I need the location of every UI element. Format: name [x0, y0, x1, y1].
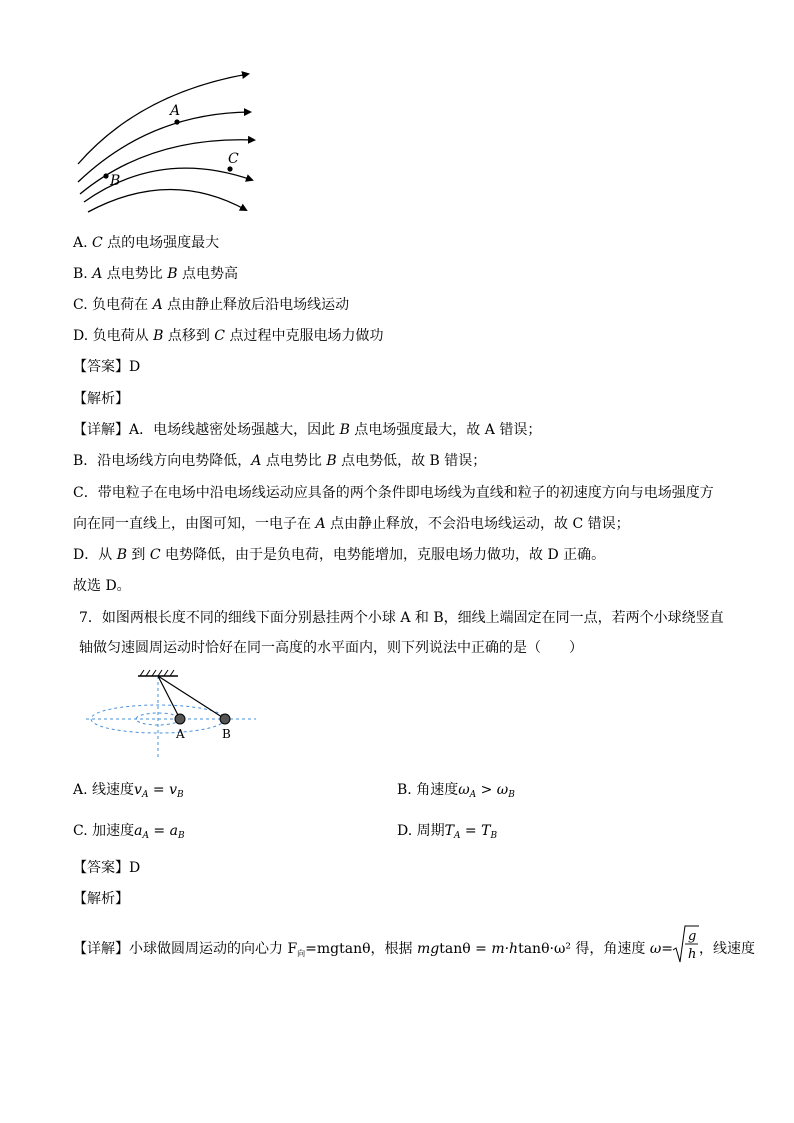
fraction-denominator: h [688, 947, 697, 962]
q7-option-c[interactable]: C. 加速度$a_A = a_B$ [73, 823, 185, 841]
sqrt-g-over-h [673, 924, 699, 964]
q7-option-a[interactable]: A. 线速度$v_A = v_B$ [73, 782, 184, 800]
ball-a-label: A [176, 727, 185, 741]
point-c-dot [227, 166, 232, 171]
ceiling-hatch [140, 670, 174, 676]
q7-option-b[interactable]: B. 角速度$\omega_A > \omega_B$ [397, 782, 515, 800]
ball-a [175, 714, 185, 724]
q6-detail-c-line2: 向在同一直线上，由图可知，一电子在 A 点由静止释放，不会沿电场线运动，故 C 错误； [73, 516, 630, 532]
point-b-label: B [110, 173, 121, 189]
field-line-2 [78, 112, 250, 182]
q6-detail-c-line1: C．带电粒子在电场中沿电场线运动应具备的两个条件即电场线为直线和粒子的初速度方向与电场强度方 [73, 485, 714, 501]
q7-analysis-heading: 【解析】 [73, 891, 129, 907]
q6-option-d[interactable]: D. 负电荷从 B 点移到 C 点过程中克服电场力做功 [73, 328, 384, 344]
sqrt-sign [673, 924, 699, 964]
q7-stem-line2: 轴做匀速圆周运动时恰好在同一高度的水平面内，则下列说法中正确的是（ ） [79, 640, 583, 656]
point-a-dot [174, 119, 179, 124]
ball-b-label: B [222, 727, 231, 741]
string-b [158, 676, 225, 719]
q6-option-b[interactable]: B. A 点电势比 B 点电势高 [73, 266, 238, 282]
fraction-numerator: g [688, 929, 697, 944]
q6-option-a[interactable]: A. C 点的电场强度最大 [73, 235, 220, 251]
q7-option-d[interactable]: D. 周期$T_A = T_B$ [397, 823, 498, 841]
point-a-label: A [170, 103, 181, 119]
q6-detail-b: B．沿电场线方向电势降低，A 点电势比 B 点电势低，故 B 错误； [73, 453, 487, 469]
q6-option-c[interactable]: C. 负电荷在 A 点由静止释放后沿电场线运动 [73, 297, 350, 313]
conical-pendulum-figure [86, 670, 261, 760]
q6-detail-d: D．从 B 到 C 电势降低，由于是负电荷，电势能增加，克服电场力做功，故 D 正确。 [73, 547, 606, 563]
point-b-dot [103, 173, 108, 178]
field-line-5 [88, 189, 246, 212]
point-c-label: C [228, 151, 239, 167]
q6-detail-a: 【详解】A．电场线越密处场强越大，因此 B 点电场强度最大，故 A 错误； [73, 422, 542, 438]
field-lines-figure [70, 68, 270, 218]
q6-answer: 【答案】D [73, 359, 141, 375]
ball-b [220, 714, 230, 724]
q7-stem-line1: 7．如图两根长度不同的细线下面分别悬挂两个小球 A 和 B，细线上端固定在同一点，若两个小球绕竖直 [79, 610, 724, 626]
q7-answer: 【答案】D [73, 860, 141, 876]
q6-conclusion: 故选 D。 [73, 578, 131, 594]
q6-analysis-heading: 【解析】 [73, 391, 129, 407]
q7-detail: 【详解】小球做圆周运动的向心力 $F_向=mgtan\theta$，根据 mgtanθ = m·htanθ·ω² 得，角速度 ω= g h ，线速度 [73, 934, 755, 964]
